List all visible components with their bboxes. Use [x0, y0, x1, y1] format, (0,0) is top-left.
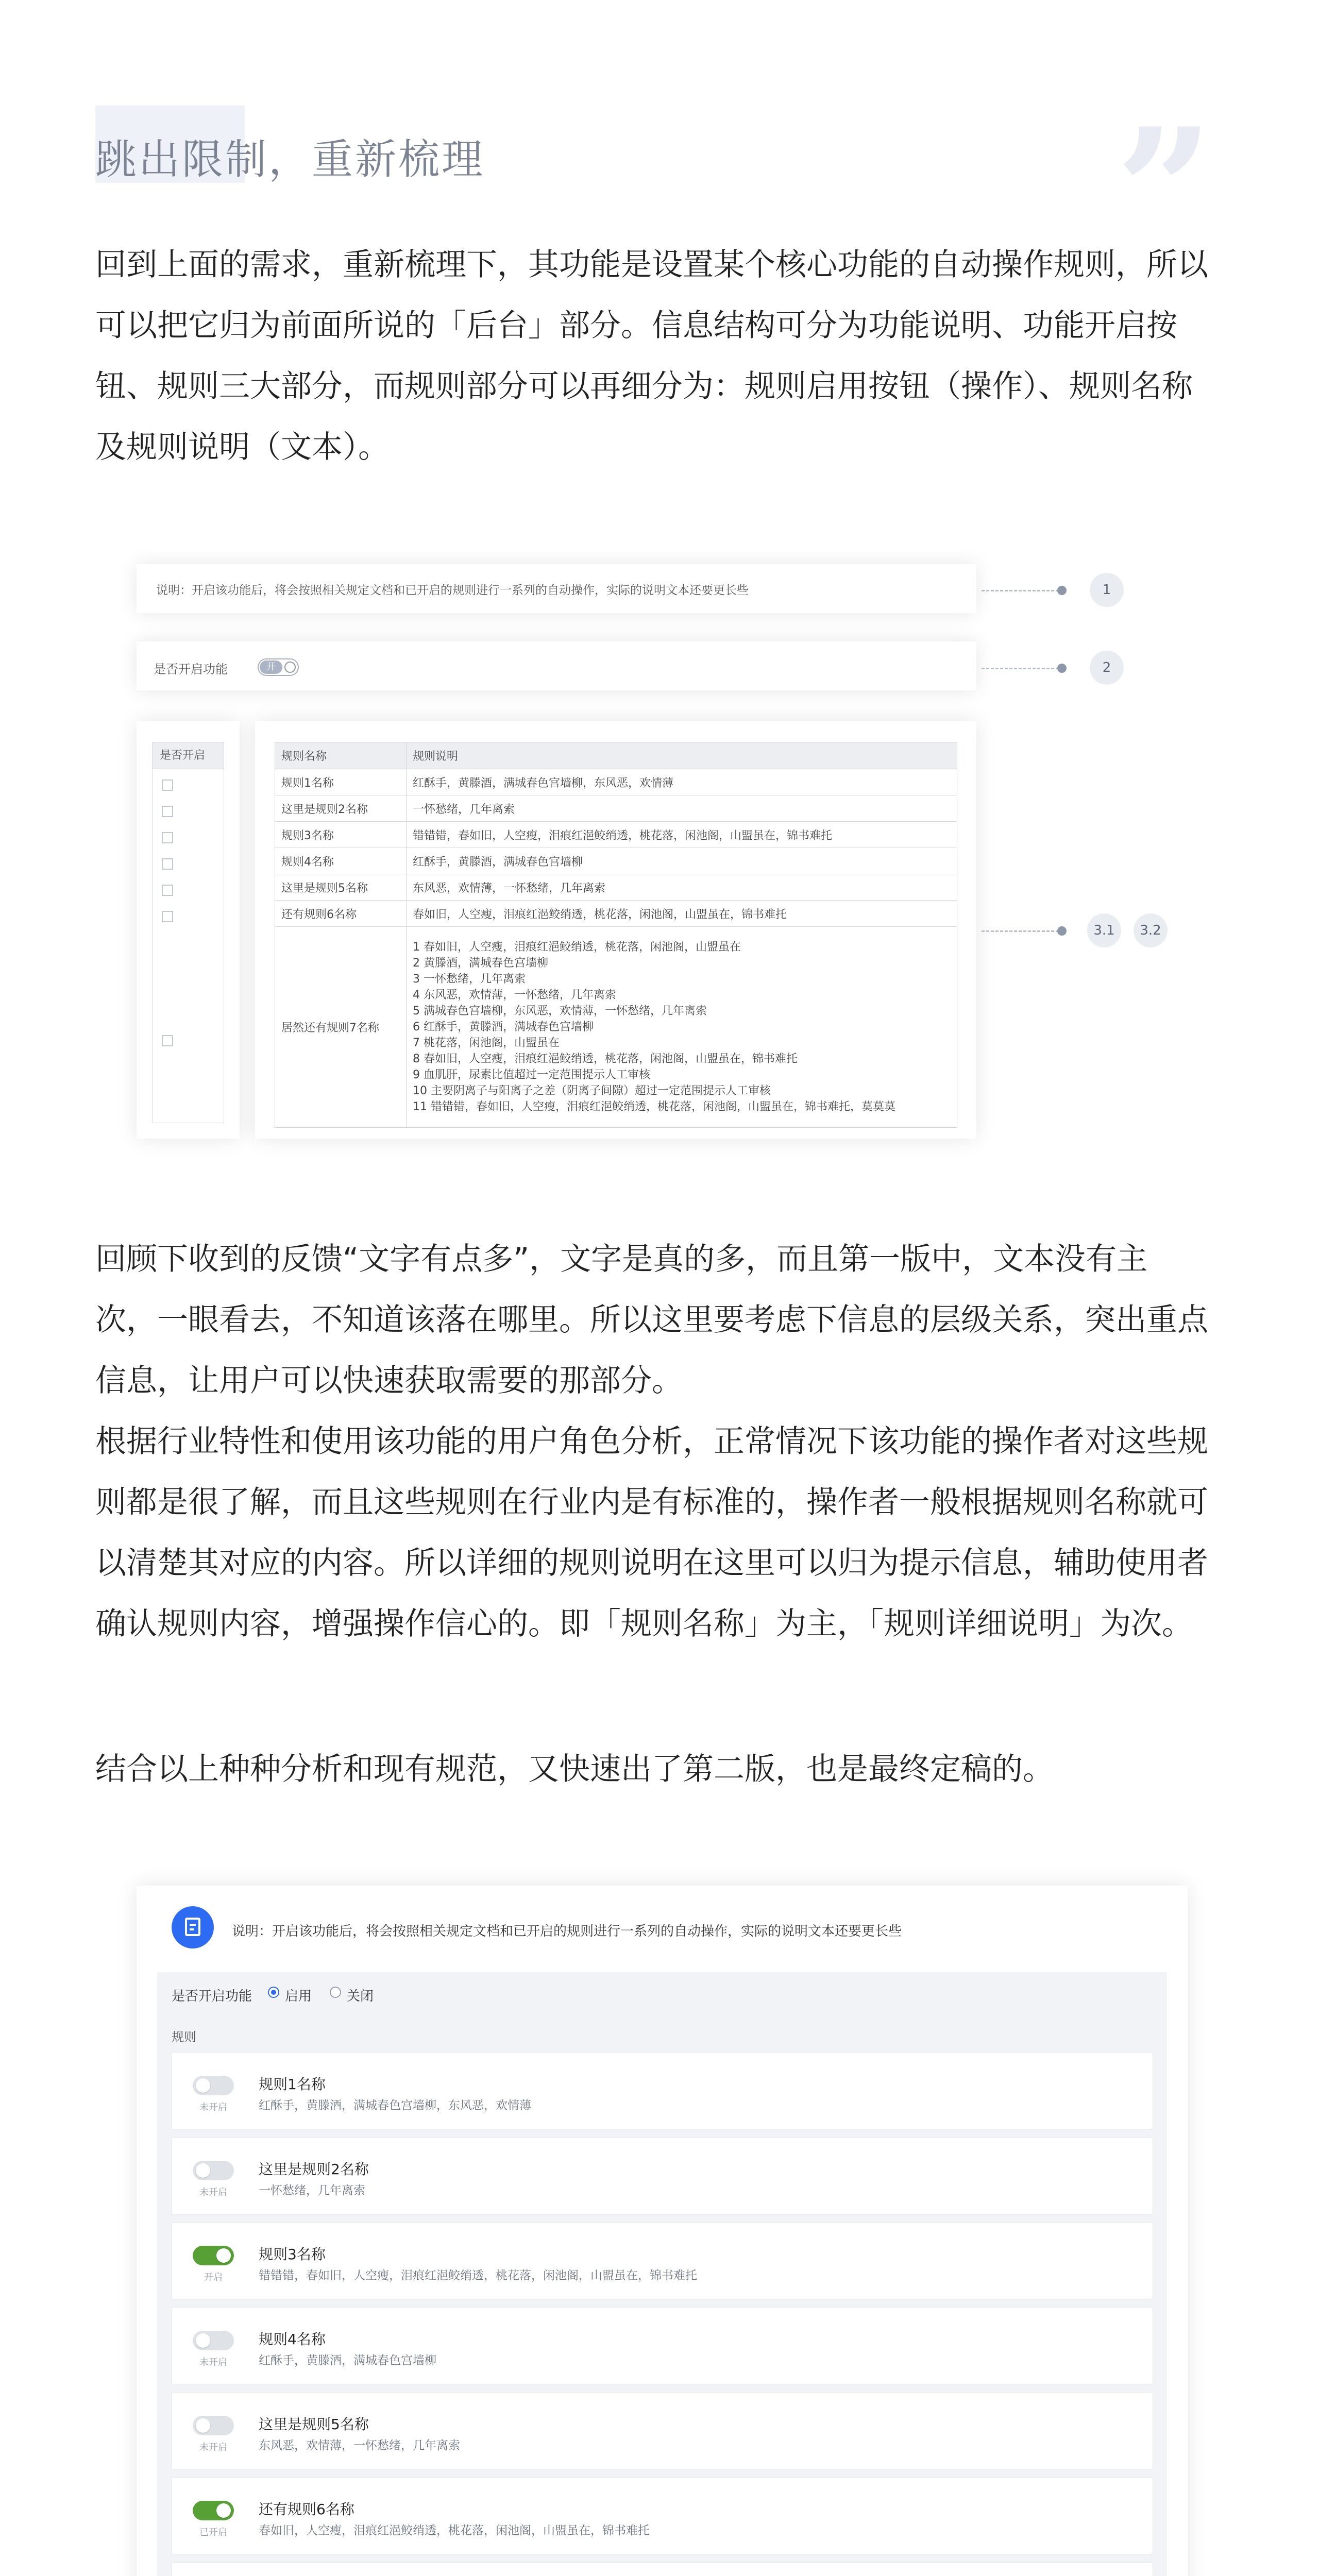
rule-name-cell: 规则3名称	[275, 822, 407, 848]
rule-desc-cell: 错错错，春如旧，人空瘦，泪痕红浥鲛绡透，桃花落，闲池阁，山盟虽在，锦书难托	[407, 822, 957, 848]
rule-item	[172, 2052, 1153, 2129]
rule-item	[172, 2137, 1153, 2214]
rule-checkbox[interactable]	[162, 911, 173, 922]
rule-state-label: 未开启	[199, 2102, 227, 2113]
rule-state-label: 未开启	[199, 2187, 227, 2198]
callout-line	[982, 930, 1059, 932]
intro-line: 钮、规则三大部分，而规则部分可以再细分为：规则启用按钮（操作）、规则名称	[95, 368, 1193, 404]
callout-dot	[1057, 664, 1067, 673]
rule-name-cell: 还有规则6名称	[275, 901, 407, 927]
rule-switch[interactable]	[193, 2076, 234, 2095]
v1-rules-table	[275, 742, 957, 1128]
rule-item	[172, 2477, 1153, 2554]
feedback-line: 次，一眼看去，不知道该落在哪里。所以这里要考虑下信息的层级关系，突出重点	[95, 1302, 1208, 1338]
rule-desc: 红酥手，黄滕酒，满城春色宫墙柳	[259, 2354, 436, 2367]
v2-mockup-card	[137, 1886, 1188, 2576]
column-header: 规则名称	[275, 742, 407, 769]
quote-mark-icon: ”	[1115, 91, 1213, 291]
callout-line	[982, 668, 1059, 669]
rule-name-cell: 这里是规则5名称	[275, 874, 407, 901]
rule-desc-cell: 一怀愁绪，几年离索	[407, 795, 957, 822]
feedback-line: 确认规则内容，增强操作信心的。即「规则名称」为主，「规则详细说明」为次。	[95, 1606, 1193, 1642]
callout-dot	[1057, 586, 1067, 595]
rule-desc: 红酥手，黄滕酒，满城春色宫墙柳，东风恶，欢情薄	[259, 2099, 531, 2112]
rule-desc-line: 3 一怀愁绪，几年离索	[413, 973, 526, 986]
rule-name-cell: 这里是规则2名称	[275, 795, 407, 822]
rule-name: 还有规则6名称	[259, 2501, 354, 2518]
rule-item	[172, 2222, 1153, 2299]
rule-desc-cell	[407, 927, 957, 1128]
v1-enable-column	[152, 742, 224, 1123]
callout-badge: 3.2	[1134, 913, 1168, 947]
intro-paragraph	[95, 234, 1231, 478]
rule-state-label: 已开启	[199, 2527, 227, 2538]
radio-disable-label[interactable]: 关闭	[347, 1989, 374, 2004]
table-row	[275, 822, 957, 848]
v1-enable-header: 是否开启	[153, 742, 224, 769]
radio-enable[interactable]	[268, 1987, 279, 1998]
table-row	[275, 874, 957, 901]
intro-line: 可以把它归为前面所说的「后台」部分。信息结构可分为功能说明、功能开启按	[95, 308, 1177, 344]
rule-desc-line: 5 满城春色宫墙柳，东风恶，欢情薄，一怀愁绪，几年离索	[413, 1005, 707, 1018]
rule-checkbox[interactable]	[162, 779, 173, 791]
callout-badge: 1	[1090, 573, 1124, 607]
intro-line: 回到上面的需求，重新梳理下，其功能是设置某个核心功能的自动操作规则，所以	[95, 247, 1208, 283]
rule-name: 这里是规则5名称	[259, 2416, 369, 2433]
v1-toggle-card	[137, 641, 976, 690]
v1-feature-switch[interactable]	[258, 658, 299, 676]
table-row	[275, 795, 957, 822]
feedback-line: 根据行业特性和使用该功能的用户角色分析，正常情况下该功能的操作者对这些规	[95, 1423, 1208, 1460]
rule-state-label: 未开启	[199, 2357, 227, 2368]
rule-name-cell: 规则1名称	[275, 769, 407, 795]
rule-desc-line: 1 春如旧，人空瘦，泪痕红浥鲛绡透，桃花落，闲池阁，山盟虽在	[413, 941, 741, 954]
callout-line	[982, 590, 1059, 591]
feedback-line: 则都是很了解，而且这些规则在行业内是有标准的，操作者一般根据规则名称就可	[95, 1484, 1208, 1520]
rule-desc-line: 7 桃花落，闲池阁，山盟虽在	[413, 1037, 560, 1049]
rule-checkbox[interactable]	[162, 858, 173, 870]
rule-switch[interactable]	[193, 2331, 234, 2350]
rule-desc: 东风恶，欢情薄，一怀愁绪，几年离索	[259, 2439, 460, 2452]
table-row	[275, 848, 957, 874]
rule-item	[172, 2562, 1153, 2576]
rule-switch[interactable]	[193, 2501, 234, 2520]
rule-desc: 一怀愁绪，几年离索	[259, 2184, 365, 2197]
conclusion-paragraph	[95, 1739, 1231, 1800]
rule-switch[interactable]	[193, 2246, 234, 2265]
rule-desc-line: 4 东风恶，欢情薄，一怀愁绪，几年离索	[413, 989, 616, 1002]
rule-name: 规则4名称	[259, 2331, 326, 2348]
rule-name: 规则1名称	[259, 2076, 326, 2093]
feedback-paragraph	[95, 1229, 1231, 1654]
v1-description-card	[137, 564, 976, 613]
callout-badge: 2	[1090, 651, 1124, 685]
rule-desc-line: 2 黄滕酒，满城春色宫墙柳	[413, 957, 548, 970]
rule-name-cell: 规则4名称	[275, 848, 407, 874]
v1-enable-column-card	[137, 721, 240, 1139]
feedback-line: 回顾下收到的反馈“文字有点多”，文字是真的多，而且第一版中，文本没有主	[95, 1241, 1148, 1277]
rule-name: 这里是规则2名称	[259, 2161, 369, 2178]
rule-item	[172, 2307, 1153, 2384]
v2-toggle-bar	[157, 1972, 1167, 2013]
column-header: 规则说明	[407, 742, 957, 769]
rule-switch[interactable]	[193, 2416, 234, 2435]
v2-description-text: 说明：开启该功能后，将会按照相关规定文档和已开启的规则进行一系列的自动操作，实际的说明文本还要更长些	[232, 1924, 902, 1939]
rule-checkbox[interactable]	[162, 885, 173, 896]
rule-desc-line: 6 红酥手，黄滕酒，满城春色宫墙柳	[413, 1021, 594, 1033]
feedback-line: 以清楚其对应的内容。所以详细的规则说明在这里可以归为提示信息，辅助使用者	[95, 1545, 1208, 1581]
table-row	[275, 927, 957, 1128]
v1-rules-table-card	[255, 721, 976, 1139]
rule-desc: 错错错，春如旧，人空瘦，泪痕红浥鲛绡透，桃花落，闲池阁，山盟虽在，锦书难托	[259, 2269, 697, 2282]
v1-toggle-label: 是否开启功能	[154, 662, 228, 676]
callout-dot	[1057, 926, 1067, 936]
v2-rules-caption: 规则	[172, 2030, 196, 2044]
table-row	[275, 901, 957, 927]
rule-state-label: 开启	[204, 2272, 223, 2283]
rule-desc-line: 10 主要阴离子与阳离子之差（阴离子间隙）超过一定范围提示人工审核	[413, 1084, 771, 1097]
rule-desc-cell: 红酥手，黄滕酒，满城春色宫墙柳	[407, 848, 957, 874]
v2-rules-section	[157, 2013, 1167, 2576]
rule-desc-line: 11 错错错，春如旧，人空瘦，泪痕红浥鲛绡透，桃花落，闲池阁，山盟虽在，锦书难托，莫莫莫	[413, 1100, 895, 1113]
rule-checkbox[interactable]	[162, 806, 173, 817]
rule-desc-cell: 东风恶，欢情薄，一怀愁绪，几年离索	[407, 874, 957, 901]
rule-desc: 春如旧，人空瘦，泪痕红浥鲛绡透，桃花落，闲池阁，山盟虽在，锦书难托	[259, 2524, 650, 2537]
rule-state-label: 未开启	[199, 2442, 227, 2453]
v1-description-text: 说明：开启该功能后，将会按照相关规定文档和已开启的规则进行一系列的自动操作，实际的说明文本还要更长些	[156, 584, 749, 597]
rule-name-cell: 居然还有规则7名称	[275, 927, 407, 1128]
callout-badge: 3.1	[1087, 913, 1121, 947]
table-row	[275, 769, 957, 795]
v2-toggle-label: 是否开启功能	[172, 1989, 252, 2004]
feedback-line: 信息，让用户可以快速获取需要的那部分。	[95, 1363, 683, 1399]
rule-desc-cell: 红酥手，黄滕酒，满城春色宫墙柳，东风恶，欢情薄	[407, 769, 957, 795]
radio-enable-label[interactable]: 启用	[285, 1989, 312, 2004]
rule-item	[172, 2392, 1153, 2469]
rule-desc-cell: 春如旧，人空瘦，泪痕红浥鲛绡透，桃花落，闲池阁，山盟虽在，锦书难托	[407, 901, 957, 927]
rule-switch[interactable]	[193, 2161, 234, 2180]
section-title: 跳出限制，重新梳理	[95, 135, 485, 183]
rule-desc-line: 8 春如旧，人空瘦，泪痕红浥鲛绡透，桃花落，闲池阁，山盟虽在，锦书难托	[413, 1053, 798, 1065]
table-header-row	[275, 742, 957, 769]
rule-checkbox[interactable]	[162, 1035, 173, 1046]
rule-desc-line: 9 血肌肝，尿素比值超过一定范围提示人工审核	[413, 1069, 650, 1081]
document-icon	[172, 1906, 214, 1948]
v1-switch-on-label: 开	[260, 660, 282, 674]
v1-switch-knob	[284, 662, 296, 673]
conclusion-line: 结合以上种种分析和现有规范，又快速出了第二版，也是最终定稿的。	[95, 1751, 1054, 1787]
intro-line: 及规则说明（文本）。	[95, 429, 389, 465]
rule-checkbox[interactable]	[162, 832, 173, 843]
rule-name: 规则3名称	[259, 2246, 326, 2263]
radio-disable[interactable]	[330, 1987, 341, 1998]
